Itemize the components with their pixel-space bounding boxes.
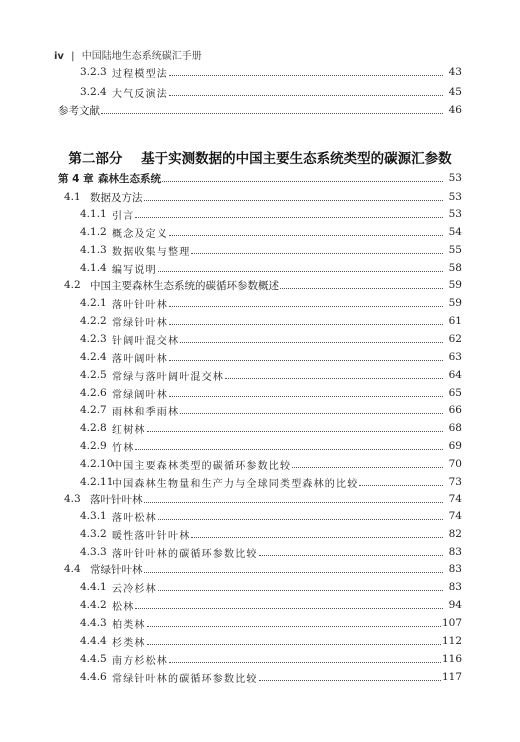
toc-entry-page: 53 [448,208,462,220]
toc-entry-number: 4.2.3 [80,333,107,345]
part-number: 第二部分 [68,151,123,167]
dot-leader [158,271,443,272]
dot-leader [225,378,443,379]
toc-entry-page: 65 [448,387,462,399]
toc-entry-number: 4.2.1 [80,297,107,309]
toc-entry-page: 45 [448,86,462,98]
toc-entry [80,206,462,222]
toc-entry-number: 4.2.5 [80,369,107,381]
toc-entry-number: 4.2.8 [80,422,107,434]
toc-entry-page: 63 [448,351,462,363]
dot-leader [169,235,443,236]
dot-leader [169,324,443,325]
toc-entry-page: 64 [448,369,462,381]
dot-leader [147,431,443,432]
toc-entry-number: 4.1.4 [80,262,107,274]
toc-entry [64,491,462,507]
toc-entry [64,561,462,577]
toc-entry-page: 46 [448,104,462,116]
toc-entry-number: 4.2.6 [80,387,107,399]
dot-leader [101,113,443,114]
toc-entry-page: 107 [441,617,462,629]
dot-leader [135,608,443,609]
toc-entry-page: 59 [448,279,462,291]
toc-entry-title: 雨林和季雨林 [112,406,180,418]
toc-entry [80,385,462,401]
toc-entry-title: 常绿针叶林的碳循环参数比较 [112,673,258,685]
dot-leader [191,537,443,538]
toc-entry-page: 116 [441,653,462,665]
toc-entry-number: 4.3.2 [80,528,107,540]
toc-entry-page: 82 [448,528,462,540]
toc-entry-number: 3.2.4 [80,86,107,98]
toc-entry-title: 常绿与落叶阔叶混交林 [112,371,224,383]
toc-entry-page: 74 [448,510,462,522]
toc-entry [80,64,462,80]
dot-leader [144,502,444,503]
toc-entry-title: 杉类林 [112,637,146,649]
toc-entry-title: 云冷杉林 [112,583,157,595]
toc-entry-number: 4.2.2 [80,315,107,327]
toc-entry-page: 83 [448,546,462,558]
toc-entry-number: 4.4.1 [80,581,107,593]
toc-entry [80,651,462,667]
toc-entry-number: 4.3.1 [80,510,107,522]
toc-entry-number: 4.3.3 [80,546,107,558]
toc-entry-title: 过程模型法 [112,68,168,80]
part-heading [0,147,520,167]
toc-entry [80,367,462,383]
dot-leader [169,360,443,361]
dot-leader [359,485,443,486]
dot-leader [180,342,443,343]
toc-entry [80,438,462,454]
dot-leader [147,626,441,627]
toc-entry-page: 70 [448,458,462,470]
toc-entry-number: 4.2 [64,279,81,291]
toc-entry-number: 4.2.7 [80,404,107,416]
toc-entry [80,420,462,436]
toc-entry-page: 55 [448,244,462,256]
dot-leader [169,75,443,76]
dot-leader [280,288,443,289]
dot-leader [158,590,443,591]
toc-entry-title: 中国主要森林生态系统的碳循环参数概述 [90,279,279,292]
toc-entry-title: 常绿针叶林 [112,317,168,329]
toc-entry-title: 柏类林 [112,619,146,631]
toc-entry-page: 73 [448,476,462,488]
toc-entry-number: 3.2.3 [80,66,107,78]
dot-leader [259,555,443,556]
toc-entry-title: 落叶针叶林 [112,299,168,311]
toc-entry [80,597,462,613]
toc-entry-page: 61 [448,315,462,327]
toc-entry-page: 68 [448,422,462,434]
dot-leader [144,572,444,573]
toc-entry-number: 4.4.2 [80,599,107,611]
toc-entry-page: 54 [448,226,462,238]
toc-entry-title: 中国主要森林类型的碳循环参数比较 [112,460,292,472]
toc-entry-title: 红树林 [112,424,146,436]
toc-entry-title: 大气反演法 [112,88,168,100]
toc-entry [80,615,462,631]
toc-entry-number: 4.4 [64,563,81,575]
dot-leader [191,253,443,254]
dot-leader [144,200,444,201]
toc-entry-title: 数据收集与整理 [112,246,191,258]
toc-entry [80,633,462,649]
toc-entry-page: 43 [448,66,462,78]
toc-entry [80,331,462,347]
toc-entry-page: 117 [441,671,462,683]
toc-entry-number: 4.2.9 [80,440,107,452]
toc-entry-page: 66 [448,404,462,416]
toc-entry [80,260,462,276]
dot-leader [162,181,443,182]
toc-entry-title: 概念及定义 [112,228,168,240]
toc-entry-number: 4.4.6 [80,671,107,683]
toc-entry [80,295,462,311]
toc-entry-page: 53 [448,191,462,203]
toc-entry-number: 4.1.3 [80,244,107,256]
toc-entry-page: 59 [448,297,462,309]
toc-entry-number: 4.4.4 [80,635,107,647]
running-header [54,47,202,62]
toc-entry-title: 数据及方法 [90,191,143,204]
dot-leader [169,662,441,663]
toc-entry-title: 落叶松林 [112,512,157,524]
part-title: 基于实测数据的中国主要生态系统类型的碳源汇参数 [141,151,452,167]
toc-entry-page: 53 [448,172,462,184]
toc-entry [80,242,462,258]
toc-entry [80,544,462,560]
toc-entry-number: 4.2.4 [80,351,107,363]
dot-leader [169,306,443,307]
toc-entry [80,669,462,685]
toc-entry-page: 112 [441,635,462,647]
toc-entry [80,508,462,524]
toc-entry-page: 62 [448,333,462,345]
toc-entry [80,456,462,472]
toc-entry [64,189,462,205]
toc-entry-title: 参考文献 [58,104,100,117]
toc-entry-title: 森林生态系统 [98,172,161,185]
dot-leader [135,217,443,218]
toc-entry-page: 58 [448,262,462,274]
toc-entry-page: 69 [448,440,462,452]
toc-entry-title: 中国森林生物量和生产力与全球同类型森林的比较 [112,478,359,490]
toc-entry-title: 落叶针叶林的碳循环参数比较 [112,548,258,560]
toc-entry-number: 4.4.3 [80,617,107,629]
toc-entry-page: 83 [448,563,462,575]
dot-leader [135,449,443,450]
toc-entry [80,402,462,418]
toc-entry-number: 4.1.1 [80,208,107,220]
toc-entry [80,224,462,240]
toc-entry-number: 4.3 [64,493,81,505]
toc-entry [80,84,462,100]
header-page-number: iv [54,51,64,62]
dot-leader [292,467,443,468]
dot-leader [169,95,443,96]
header-book-title: 中国陆地生态系统碳汇手册 [81,51,202,62]
toc-entry [58,170,462,186]
toc-entry-title: 针阔叶混交林 [112,335,180,347]
toc-entry-title: 引言 [112,210,135,222]
toc-entry-title: 落叶阔叶林 [112,353,168,365]
header-separator: | [71,51,75,62]
toc-entry [80,349,462,365]
toc-entry-title: 竹林 [112,442,135,454]
toc-entry-title: 暖性落叶针叶林 [112,530,191,542]
toc-entry [58,102,462,118]
toc-entry [80,579,462,595]
toc-entry-page: 94 [448,599,462,611]
toc-entry-page: 74 [448,493,462,505]
toc-entry-number: 4.1 [64,191,81,203]
toc-entry [80,526,462,542]
toc-entry-page: 83 [448,581,462,593]
dot-leader [169,396,443,397]
dot-leader [158,519,443,520]
toc-entry-number: 4.2.11 [80,476,114,488]
toc-entry [80,313,462,329]
toc-entry-title: 常绿针叶林 [90,563,143,576]
toc-entry-title: 松林 [112,601,135,613]
toc-entry [80,474,462,490]
toc-entry-title: 常绿阔叶林 [112,389,168,401]
toc-entry [64,277,462,293]
toc-entry-title: 编写说明 [112,264,157,276]
toc-entry-number: 4.1.2 [80,226,107,238]
dot-leader [259,680,441,681]
dot-leader [147,644,441,645]
toc-entry-title: 落叶针叶林 [90,493,143,506]
toc-entry-number: 4.2.10 [80,458,114,470]
toc-entry-number: 第 4 章 [58,172,94,185]
toc-entry-title: 南方杉松林 [112,655,168,667]
toc-entry-number: 4.4.5 [80,653,107,665]
dot-leader [180,413,443,414]
